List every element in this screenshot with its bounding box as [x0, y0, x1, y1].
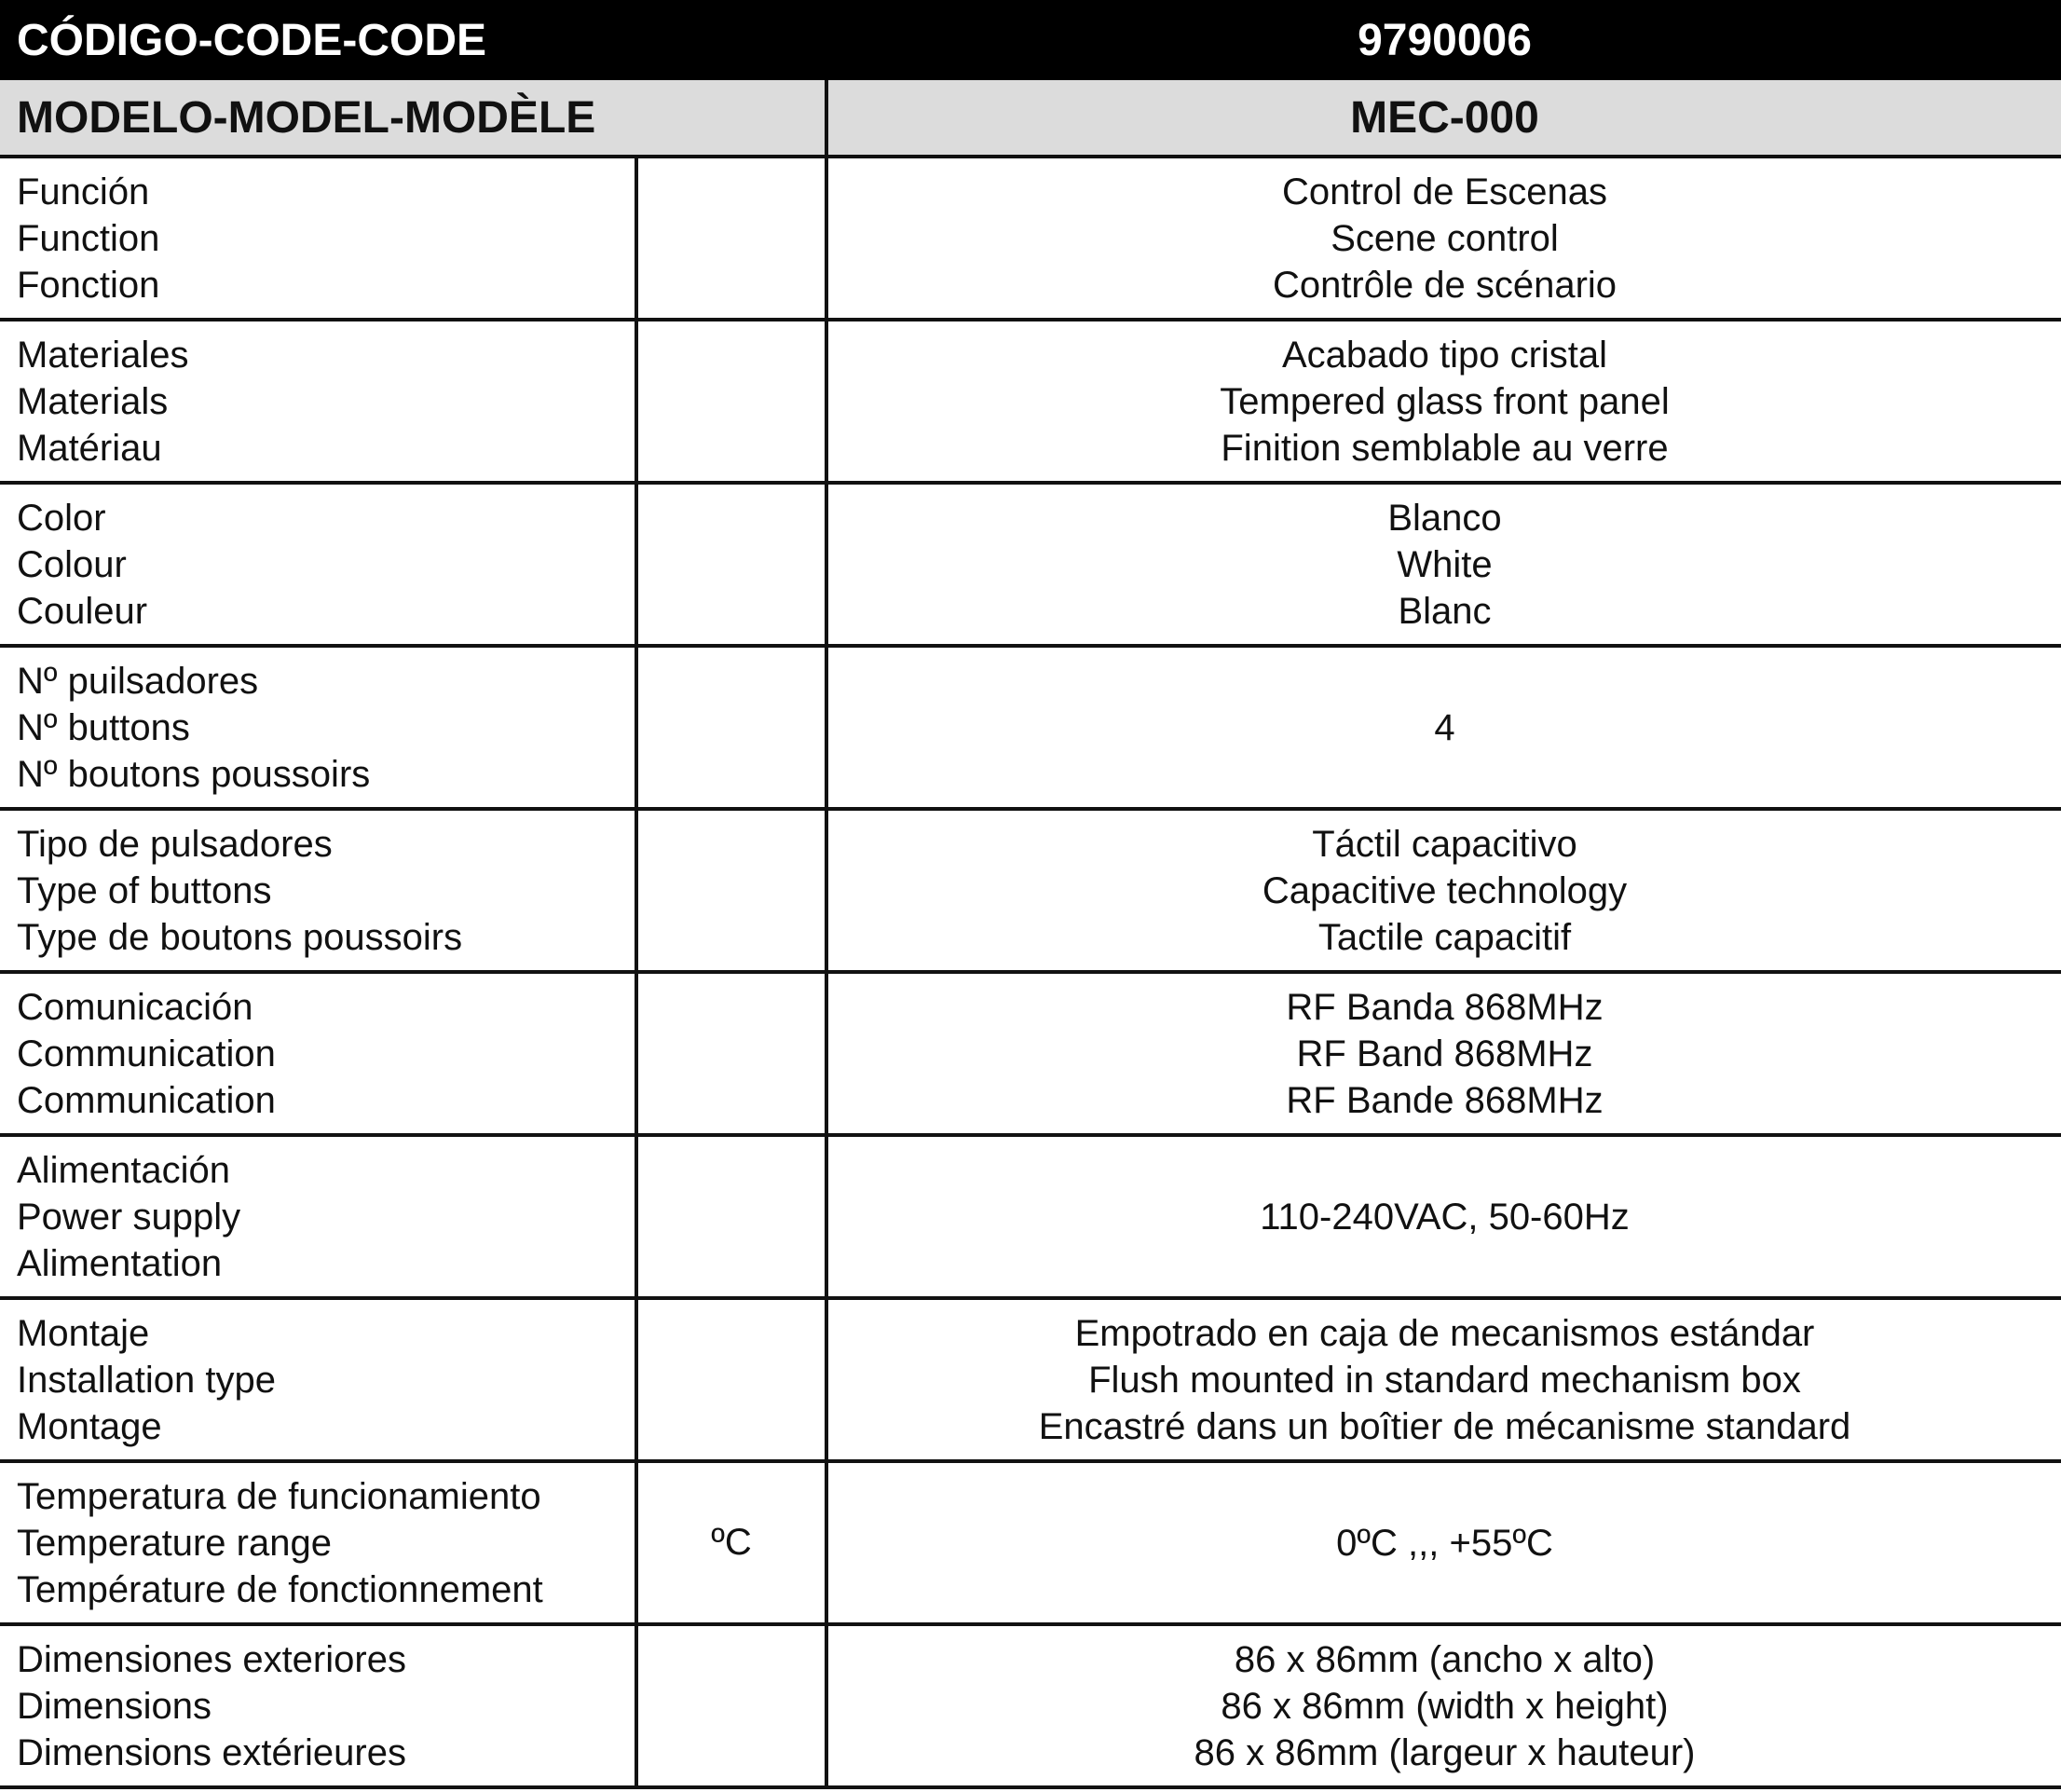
- spec-unit-cell: [638, 1137, 828, 1296]
- spec-label-line: Couleur: [17, 590, 148, 632]
- spec-label-line: Function: [17, 217, 160, 259]
- spec-label-cell: [0, 1626, 638, 1785]
- spec-value-cell: [828, 1463, 2061, 1622]
- spec-label-line: Montaje: [17, 1312, 150, 1354]
- spec-label-line: Température de fonctionnement: [17, 1568, 543, 1610]
- spec-label-cell: [0, 321, 638, 481]
- spec-label-cell: [0, 1300, 638, 1459]
- spec-label-cell: [0, 1463, 638, 1622]
- spec-label-line: Dimensions extérieures: [17, 1731, 406, 1773]
- spec-label-line: Matériau: [17, 427, 162, 469]
- spec-label-line: Función: [17, 171, 150, 212]
- spec-label-cell: [0, 158, 638, 318]
- spec-value-line: Encastré dans un boîtier de mécanisme standard: [1038, 1405, 1851, 1447]
- spec-unit-cell: [638, 1626, 828, 1785]
- spec-label-cell: [0, 1137, 638, 1296]
- spec-label-line: Communication: [17, 1033, 276, 1074]
- spec-unit-cell: [638, 158, 828, 318]
- spec-value-line: 110-240VAC, 50-60Hz: [1260, 1196, 1630, 1238]
- spec-unit-cell: [638, 321, 828, 481]
- spec-value-line: Tempered glass front panel: [1220, 380, 1670, 422]
- spec-value-line: RF Banda 868MHz: [1286, 986, 1604, 1028]
- spec-value-line: Empotrado en caja de mecanismos estándar: [1074, 1312, 1815, 1354]
- spec-unit-cell: [638, 648, 828, 807]
- spec-label-cell: [0, 811, 638, 970]
- spec-label-line: Communication: [17, 1079, 276, 1121]
- spec-value-cell: [828, 1626, 2061, 1785]
- spec-label-line: Alimentation: [17, 1242, 223, 1284]
- spec-value-line: 86 x 86mm (largeur x hauteur): [1194, 1731, 1696, 1773]
- spec-value-cell: [828, 811, 2061, 970]
- table-row: [0, 158, 2061, 321]
- spec-value-line: 4: [1434, 706, 1455, 748]
- table-row: [0, 811, 2061, 974]
- spec-label-cell: [0, 974, 638, 1133]
- spec-unit-cell: [638, 811, 828, 970]
- spec-value-cell: [828, 321, 2061, 481]
- table-row: [0, 974, 2061, 1137]
- spec-label-cell: [0, 485, 638, 644]
- table-row: [0, 321, 2061, 485]
- spec-label-line: Nº puilsadores: [17, 660, 259, 702]
- spec-unit-cell: ºC: [638, 1463, 828, 1622]
- spec-value-line: RF Band 868MHz: [1296, 1033, 1593, 1074]
- spec-value-line: Control de Escenas: [1281, 171, 1608, 212]
- spec-label-line: Materiales: [17, 334, 189, 376]
- spec-label-line: Temperature range: [17, 1522, 332, 1564]
- model-header-row: [0, 80, 2061, 158]
- spec-value-line: Táctil capacitivo: [1312, 823, 1577, 865]
- code-label: CÓDIGO-CODE-CODE: [17, 15, 486, 65]
- spec-value-cell: [828, 974, 2061, 1133]
- code-value: 9790006: [1358, 15, 1532, 65]
- spec-value-cell: [828, 158, 2061, 318]
- spec-unit-cell: [638, 485, 828, 644]
- spec-label-line: Materials: [17, 380, 169, 422]
- spec-value-line: Blanc: [1398, 590, 1492, 632]
- spec-value-line: Finition semblable au verre: [1221, 427, 1669, 469]
- spec-value-cell: [828, 485, 2061, 644]
- spec-unit-cell: [638, 974, 828, 1133]
- spec-value-line: Scene control: [1331, 217, 1559, 259]
- table-row: [0, 485, 2061, 648]
- spec-label-line: Montage: [17, 1405, 162, 1447]
- table-row: [0, 1300, 2061, 1463]
- code-header-row: [0, 0, 2061, 80]
- spec-label-line: Colour: [17, 543, 127, 585]
- spec-label-line: Type of buttons: [17, 869, 272, 911]
- spec-value-line: 86 x 86mm (ancho x alto): [1234, 1638, 1656, 1680]
- table-row: [0, 1137, 2061, 1300]
- spec-value-line: Acabado tipo cristal: [1281, 334, 1608, 376]
- spec-label-line: Nº buttons: [17, 706, 190, 748]
- spec-label-line: Tipo de pulsadores: [17, 823, 333, 865]
- spec-label-line: Fonction: [17, 264, 160, 306]
- spec-value-line: 0ºC ,,, +55ºC: [1336, 1522, 1553, 1564]
- table-row: [0, 1463, 2061, 1626]
- spec-value-cell: [828, 1137, 2061, 1296]
- spec-label-line: Temperatura de funcionamiento: [17, 1475, 541, 1517]
- table-row: [0, 1626, 2061, 1789]
- spec-label-line: Color: [17, 497, 106, 539]
- spec-value-line: Contrôle de scénario: [1272, 264, 1617, 306]
- spec-value-line: Blanco: [1387, 497, 1502, 539]
- spec-value-line: 86 x 86mm (width x height): [1221, 1685, 1669, 1727]
- spec-value-line: White: [1397, 543, 1493, 585]
- spec-label-cell: [0, 648, 638, 807]
- spec-value-line: Tactile capacitif: [1317, 916, 1572, 958]
- spec-value-line: Flush mounted in standard mechanism box: [1088, 1359, 1801, 1401]
- spec-unit-cell: [638, 1300, 828, 1459]
- model-value: MEC-000: [1350, 92, 1539, 143]
- spec-value-line: RF Bande 868MHz: [1286, 1079, 1604, 1121]
- table-row: [0, 648, 2061, 811]
- spec-label-line: Dimensiones exteriores: [17, 1638, 406, 1680]
- spec-label-line: Comunicación: [17, 986, 253, 1028]
- spec-label-line: Nº boutons poussoirs: [17, 753, 371, 795]
- spec-value-line: Capacitive technology: [1262, 869, 1628, 911]
- model-label: MODELO-MODEL-MODÈLE: [0, 80, 828, 155]
- spec-value-cell: [828, 648, 2061, 807]
- spec-label-line: Alimentación: [17, 1149, 231, 1191]
- spec-label-line: Power supply: [17, 1196, 241, 1238]
- spec-label-line: Dimensions: [17, 1685, 212, 1727]
- spec-table-body: [0, 158, 2061, 1789]
- spec-label-line: Type de boutons poussoirs: [17, 916, 463, 958]
- spec-value-cell: [828, 1300, 2061, 1459]
- spec-label-line: Installation type: [17, 1359, 276, 1401]
